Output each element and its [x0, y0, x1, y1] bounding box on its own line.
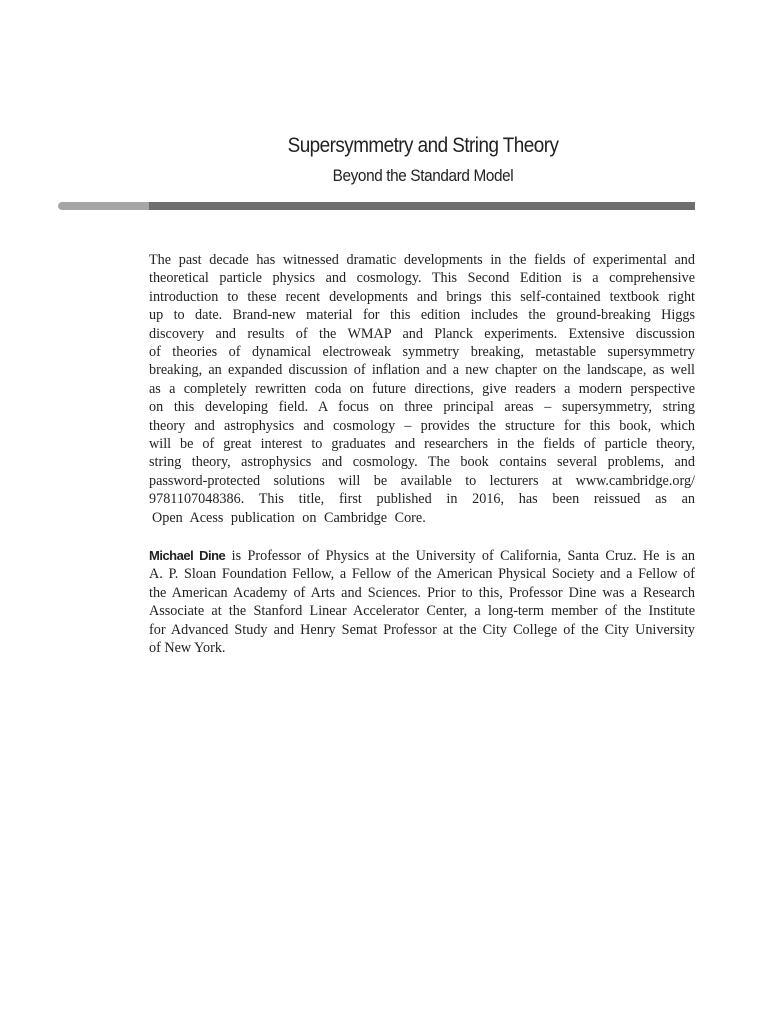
description-line: 9781107048386. This title, first published in 2016, has been reissued as an	[149, 491, 695, 508]
bio-line: is Professor of Physics at the University of California, Santa Cruz. He is an	[225, 548, 696, 564]
book-subtitle: Beyond the Standard Model	[332, 166, 514, 185]
book-title: Supersymmetry and String Theory	[287, 134, 559, 157]
description-line: up to date. Brand-new material for this edition includes the ground-breaking Higgs	[149, 307, 695, 324]
description-line: string theory, astrophysics and cosmology. The book contains several problems, and	[149, 454, 695, 471]
description-line: breaking, an expanded discussion of inflation and a new chapter on the landscape, as well	[149, 362, 695, 379]
rule-light-segment	[58, 202, 158, 210]
description-final-line: Open Acess publication on Cambridge Core.	[152, 509, 426, 526]
author-bio	[149, 547, 695, 657]
description-line: theory and astrophysics and cosmology – provides the structure for this book, which	[149, 417, 695, 434]
book-description	[149, 251, 695, 527]
description-line: The past decade has witnessed dramatic developments in the fields of experimental and	[149, 252, 695, 268]
description-line: on this developing field. A focus on three principal areas – supersymmetry, string	[149, 399, 695, 416]
description-line: as a completely rewritten coda on future directions, give readers a modern perspective	[149, 380, 695, 397]
description-line: password-protected solutions will be available to lecturers at www.cambridge.org/	[149, 472, 695, 489]
bio-line: of New York.	[149, 640, 226, 657]
bio-line: the American Academy of Arts and Sciences. Prior to this, Professor Dine was a Research	[149, 584, 695, 601]
description-line: theoretical particle physics and cosmology. This Second Edition is a comprehensive	[149, 270, 695, 287]
description-line: discovery and results of the WMAP and Planck experiments. Extensive discussion	[149, 325, 695, 342]
author-name: Michael Dine	[149, 548, 226, 563]
bio-line: for Advanced Study and Henry Semat Professor at the City College of the City University	[149, 621, 695, 638]
rule-dark-segment	[149, 202, 695, 210]
bio-line: Associate at the Stanford Linear Accelerator Center, a long-term member of the Institute	[149, 603, 695, 620]
description-line: of theories of dynamical electroweak symmetry breaking, metastable supersymmetry	[149, 344, 695, 361]
description-line: will be of great interest to graduates and researchers in the fields of particle theory,	[149, 436, 695, 453]
bio-line: A. P. Sloan Foundation Fellow, a Fellow of the American Physical Society and a Fellow of	[149, 566, 695, 583]
description-line: introduction to these recent developments and brings this self-contained textbook right	[149, 288, 695, 305]
title-rule	[58, 202, 695, 210]
